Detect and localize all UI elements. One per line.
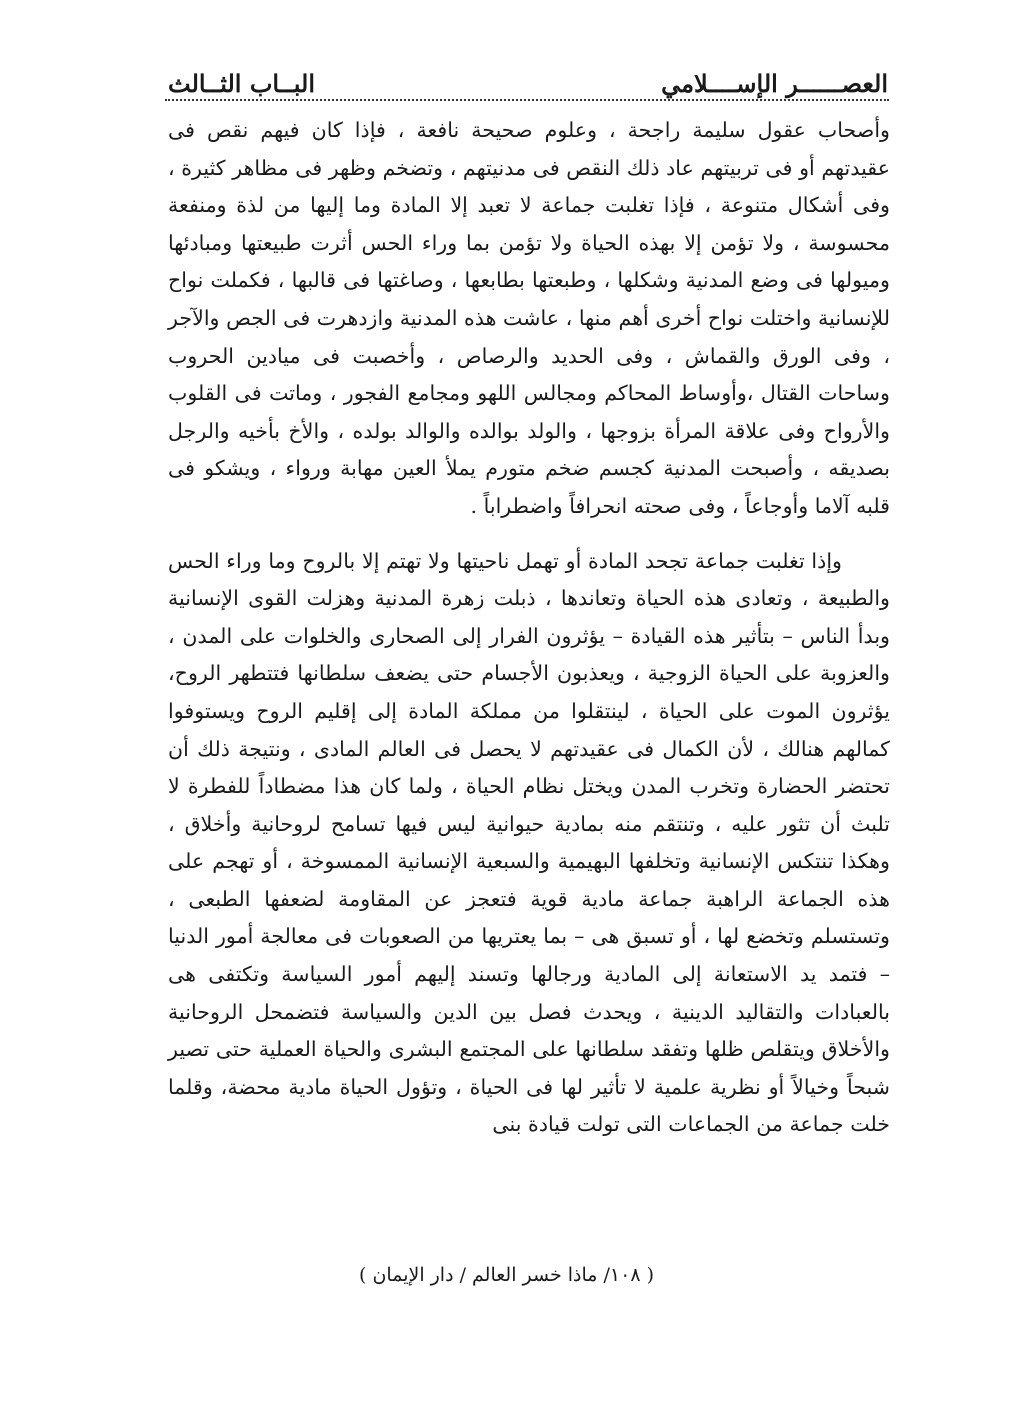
header-divider: [165, 99, 889, 101]
chapter-title: البــاب الثــالث: [168, 69, 316, 98]
page-footer: ( ١٠٨/ ماذا خسر العالم / دار الإيمان ): [359, 1264, 654, 1286]
paragraph: وإذا تغلبت جماعة تجحد المادة أو تهمل ناحيتها ولا تهتم إلا بالروح وما وراء الحس والطبيعة ، وتعادى هذه الحياة وتعاندها ، ذبلت زهرة المدنية وهزلت القوى الإنسانية وبدأ الناس – بتأثير هذه القيادة – يؤثرون الفرار إلى الصحارى والخلوات على المدن ، والعزوبة على الحياة الزوجية ، ويعذبون الأجسام حتى يضعف سلطانها فتتطهر الروح، يؤثرون الموت على الحياة ، لينتقلوا من مملكة المادة إلى إقليم الروح ويستوفوا كمالهم هنالك ، لأن الكمال فى عقيدتهم لا يحصل فى العالم المادى ، ونتيجة ذلك أن تحتضر الحضارة وتخرب المدن ويختل نظام الحياة ، ولما كان هذا مضطاداً للفطرة لا تلبث أن تثور عليه ، وتنتقم منه بمادية حيوانية ليس فيها تسامح لروحانية وأخلاق ، وهكذا تنتكس الإنسانية وتخلفها البهيمية والسبعية الإنسانية الممسوخة ، أو تهجم على هذه الجماعة الراهبة جماعة مادية قوية فتعجز عن المقاومة لضعفها الطبعى ، وتستسلم وتخضع لها ، أو تسبق هى – بما يعتريها من الصعوبات فى معالجة أمور الدنيا – فتمد يد الاستعانة إلى المادية ورجالها وتسند إليهم أمور السياسة وتكتفى هى بالعبادات والتقاليد الدينية ، ويحدث فصل بين الدين والسياسة فتضمحل الروحانية والأخلاق ويتقلص ظلها وتفقد سلطانها على المجتمع البشرى والحياة العملية حتى تصير شبحاً وخيالاً أو نظرية علمية لا تأثير لها فى الحياة ، وتؤول الحياة مادية محضة، وقلما خلت جماعة من الجماعات التى تولت قيادة بنى: [168, 548, 890, 1137]
book-title: العصــــــر الإســــلامي: [661, 69, 888, 98]
body-text: [168, 112, 890, 1144]
paragraph: وأصحاب عقول سليمة راجحة ، وعلوم صحيحة نافعة ، فإذا كان فيهم نقص فى عقيدتهم أو فى تربيتهم عاد ذلك النقص فى مدنيتهم ، وتضخم وظهر فى مظاهر كثيرة ، وفى أشكال متنوعة ، فإذا تغلبت جماعة لا تعبد إلا المادة وما إليها من لذة ومنفعة محسوسة ، ولا تؤمن إلا بهذه الحياة ولا تؤمن بما وراء الحس أثرت طبيعتها ومبادئها وميولها فى وضع المدنية وشكلها ، وطبعتها بطابعها ، وصاغتها فى قالبها ، فكملت نواح للإنسانية واختلت نواح أخرى أهم منها ، عاشت هذه المدنية وازدهرت فى الجص والآجر ، وفى الورق والقماش ، وفى الحديد والرصاص ، وأخصبت فى ميادين الحروب وساحات القتال ،وأوساط المحاكم ومجالس اللهو ومجامع الفجور ، وماتت فى القلوب والأرواح وفى علاقة المرأة بزوجها ، والولد بوالده والوالد بولده ، والأخ بأخيه والرجل بصديقه ، وأصبحت المدنية كجسم ضخم متورم يملأ العين مهابة ورواء ، ويشكو فى قلبه آلاما وأوجاعاً ، وفى صحته انحرافاً واضطراباً .: [168, 118, 891, 518]
running-header: [168, 58, 888, 98]
